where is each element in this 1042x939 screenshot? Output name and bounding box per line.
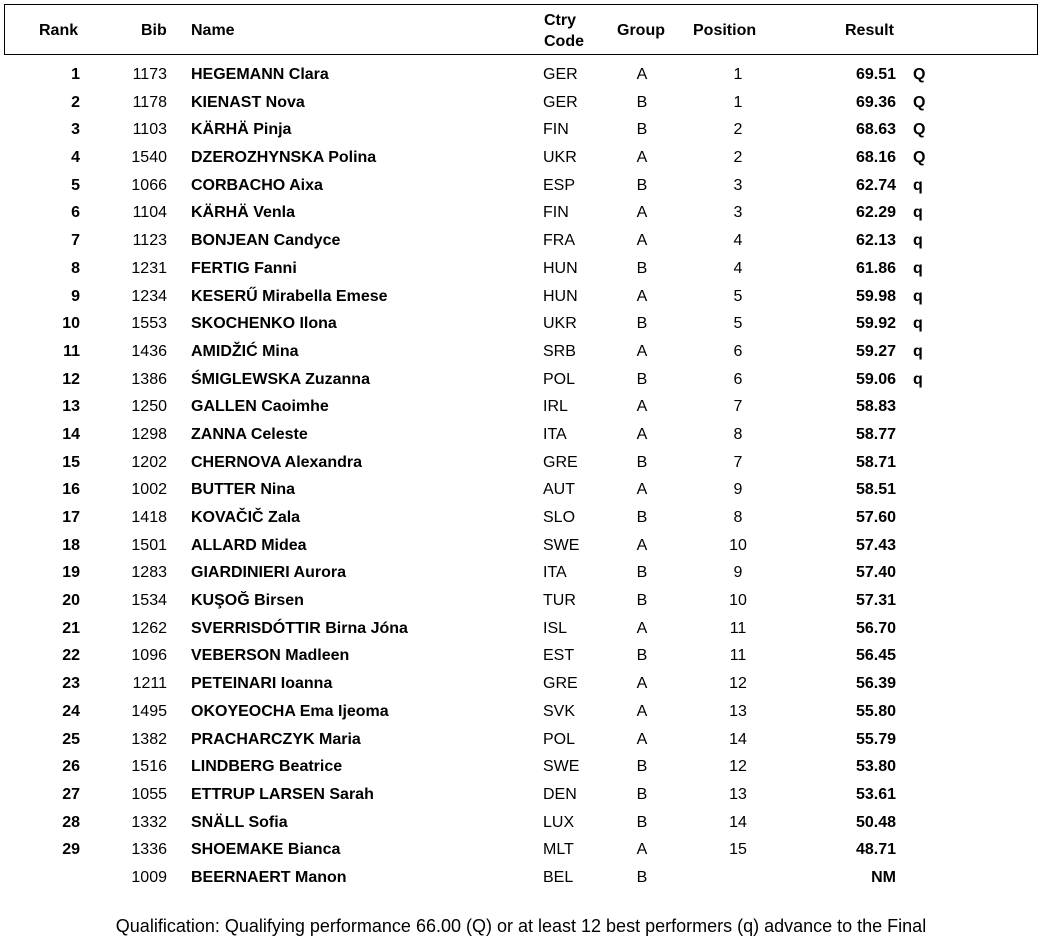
result-cell: 58.83 <box>855 398 896 416</box>
bib-cell: 1123 <box>132 232 167 250</box>
group-cell: B <box>636 564 648 582</box>
result-cell: 53.61 <box>855 785 896 803</box>
result-cell: 57.60 <box>855 509 896 526</box>
table-row <box>0 366 1042 394</box>
rank-cell: 6 <box>71 204 80 222</box>
position-cell: 5 <box>733 315 743 333</box>
athlete-name: KESERŰ Mirabella Emese <box>191 287 388 305</box>
table-row <box>0 172 1042 200</box>
group-cell: B <box>636 315 648 333</box>
qualification-mark: Q <box>913 93 926 111</box>
header-name: Name <box>191 22 235 39</box>
group-cell: A <box>636 841 648 859</box>
country-code: LUX <box>543 813 575 831</box>
table-row <box>0 864 1042 892</box>
result-cell: 69.36 <box>855 93 896 111</box>
athlete-name: ŚMIGLEWSKA Zuzanna <box>191 370 370 388</box>
athlete-name: PETEINARI Ioanna <box>191 675 333 693</box>
country-code: UKR <box>543 149 577 167</box>
result-cell: 57.40 <box>855 564 896 582</box>
qualification-mark: q <box>913 204 923 222</box>
group-cell: B <box>636 93 648 111</box>
bib-cell: 1104 <box>132 204 167 222</box>
country-code: DEN <box>543 785 577 803</box>
group-cell: A <box>636 232 648 250</box>
country-code: HUN <box>543 259 578 277</box>
country-code: FIN <box>543 204 569 222</box>
athlete-name: LINDBERG Beatrice <box>191 758 343 776</box>
country-code: AUT <box>543 481 575 499</box>
country-code: GER <box>543 66 578 83</box>
country-code: MLT <box>543 841 574 859</box>
group-cell: A <box>636 425 648 443</box>
position-cell: 9 <box>733 481 743 499</box>
qualification-mark: Q <box>913 66 926 83</box>
table-row <box>0 310 1042 338</box>
athlete-name: BUTTER Nina <box>191 481 295 499</box>
athlete-name: CORBACHO Aixa <box>191 176 323 194</box>
header-code: Code <box>544 33 584 50</box>
country-code: HUN <box>543 287 578 305</box>
qualification-mark: q <box>913 370 923 388</box>
country-code: UKR <box>543 315 577 333</box>
result-cell: 50.48 <box>855 813 896 831</box>
country-code: ESP <box>543 176 576 194</box>
table-row <box>0 199 1042 227</box>
result-cell: 58.71 <box>855 453 896 471</box>
country-code: EST <box>543 647 575 665</box>
header-group: Group <box>617 22 665 39</box>
bib-cell: 1332 <box>131 813 167 831</box>
table-row <box>0 283 1042 311</box>
rank-cell: 8 <box>71 259 80 277</box>
rank-cell: 15 <box>62 453 80 471</box>
position-cell: 10 <box>729 536 747 554</box>
table-row <box>0 449 1042 477</box>
position-cell: 1 <box>733 93 743 111</box>
country-code: GER <box>543 93 578 111</box>
bib-cell: 1103 <box>132 121 167 139</box>
header-rank: Rank <box>39 22 79 39</box>
athlete-name: GIARDINIERI Aurora <box>191 564 346 582</box>
group-cell: B <box>636 758 648 776</box>
header-result: Result <box>845 22 894 39</box>
result-cell: 56.39 <box>855 675 896 693</box>
table-row <box>0 753 1042 781</box>
position-cell: 3 <box>733 176 743 194</box>
table-row <box>0 726 1042 754</box>
group-cell: B <box>636 259 648 277</box>
country-code: POL <box>543 730 576 748</box>
table-row <box>0 504 1042 532</box>
group-cell: A <box>636 149 648 167</box>
position-cell: 5 <box>733 287 743 305</box>
qualification-mark: q <box>913 232 923 250</box>
rank-cell: 27 <box>62 785 80 803</box>
bib-cell: 1501 <box>131 536 167 554</box>
result-cell: 55.80 <box>855 702 896 720</box>
group-cell: A <box>636 398 648 416</box>
athlete-name: KÄRHÄ Venla <box>191 204 296 222</box>
position-cell: 4 <box>733 259 743 277</box>
table-row <box>0 698 1042 726</box>
result-cell: 61.86 <box>855 259 896 277</box>
position-cell: 3 <box>733 204 743 222</box>
country-code: GRE <box>543 453 578 471</box>
athlete-name: ZANNA Celeste <box>191 425 308 443</box>
result-cell: 59.27 <box>855 342 896 360</box>
group-cell: A <box>636 481 648 499</box>
position-cell: 12 <box>729 675 747 693</box>
bib-cell: 1298 <box>131 425 167 443</box>
position-cell: 11 <box>729 647 747 665</box>
result-cell: 59.06 <box>855 370 896 388</box>
rank-cell: 13 <box>62 398 80 416</box>
table-row <box>0 809 1042 837</box>
country-code: TUR <box>543 592 576 610</box>
table-row <box>0 255 1042 283</box>
country-code: POL <box>543 370 576 388</box>
header-ctry: Ctry <box>544 12 577 29</box>
athlete-name: KÄRHÄ Pinja <box>191 121 292 139</box>
header-bib: Bib <box>141 22 167 39</box>
athlete-name: BONJEAN Candyce <box>191 232 341 250</box>
country-code: BEL <box>543 868 574 886</box>
qualification-mark: q <box>913 259 923 277</box>
rank-cell: 21 <box>62 619 80 637</box>
athlete-name: SNÄLL Sofia <box>191 813 288 831</box>
rank-cell: 17 <box>62 509 80 526</box>
rank-cell: 26 <box>62 758 80 776</box>
result-cell: 58.77 <box>855 425 896 443</box>
rank-cell: 4 <box>71 149 80 167</box>
athlete-name: PRACHARCZYK Maria <box>191 730 361 748</box>
result-cell: 59.98 <box>855 287 896 305</box>
position-cell: 8 <box>733 509 743 526</box>
group-cell: B <box>636 121 648 139</box>
group-cell: A <box>636 536 648 554</box>
rank-cell: 2 <box>71 93 80 111</box>
bib-cell: 1386 <box>131 370 167 388</box>
bib-cell: 1055 <box>131 785 167 803</box>
athlete-name: SHOEMAKE Bianca <box>191 841 341 859</box>
table-row <box>0 61 1042 89</box>
rank-cell: 5 <box>71 176 80 194</box>
rank-cell: 16 <box>62 481 80 499</box>
rank-cell: 1 <box>71 66 80 83</box>
group-cell: A <box>636 675 648 693</box>
position-cell: 8 <box>733 425 743 443</box>
bib-cell: 1418 <box>131 509 167 526</box>
group-cell: B <box>636 813 648 831</box>
rank-cell: 25 <box>62 730 80 748</box>
rank-cell: 24 <box>62 702 80 720</box>
country-code: GRE <box>543 675 578 693</box>
rank-cell: 29 <box>62 841 80 859</box>
result-cell: 55.79 <box>855 730 896 748</box>
table-row <box>0 670 1042 698</box>
result-cell: 69.51 <box>855 66 896 83</box>
athlete-name: VEBERSON Madleen <box>191 647 350 665</box>
table-row <box>0 393 1042 421</box>
position-cell: 6 <box>733 370 743 388</box>
country-code: ITA <box>543 564 567 582</box>
result-cell: 58.51 <box>855 481 896 499</box>
rank-cell: 22 <box>62 647 80 665</box>
position-cell: 12 <box>729 758 747 776</box>
qualification-mark: q <box>913 176 923 194</box>
country-code: SWE <box>543 536 580 554</box>
country-code: ISL <box>543 619 568 637</box>
position-cell: 6 <box>733 342 743 360</box>
group-cell: A <box>636 204 648 222</box>
table-row <box>0 615 1042 643</box>
position-cell: 10 <box>729 592 747 610</box>
country-code: FRA <box>543 232 575 250</box>
table-row <box>0 144 1042 172</box>
athlete-name: HEGEMANN Clara <box>191 66 329 83</box>
group-cell: B <box>636 592 648 610</box>
position-cell: 14 <box>729 813 747 831</box>
athlete-name: OKOYEOCHA Ema Ijeoma <box>191 702 389 720</box>
result-cell: 48.71 <box>855 841 896 859</box>
athlete-name: FERTIG Fanni <box>191 259 297 277</box>
group-cell: A <box>636 730 648 748</box>
athlete-name: AMIDŽIĆ Mina <box>191 342 299 360</box>
rank-cell: 9 <box>71 287 80 305</box>
qualification-mark: Q <box>913 121 926 139</box>
bib-cell: 1534 <box>131 592 167 610</box>
country-code: SRB <box>543 342 576 360</box>
group-cell: B <box>636 176 648 194</box>
result-cell: 62.29 <box>855 204 896 222</box>
bib-cell: 1336 <box>131 841 167 859</box>
result-cell: 68.16 <box>855 149 896 167</box>
table-row <box>0 476 1042 504</box>
bib-cell: 1283 <box>131 564 167 582</box>
position-cell: 13 <box>729 702 747 720</box>
bib-cell: 1262 <box>131 619 167 637</box>
bib-cell: 1250 <box>131 398 167 416</box>
result-cell: 56.70 <box>855 619 896 637</box>
group-cell: B <box>636 647 648 665</box>
group-cell: B <box>636 370 648 388</box>
country-code: ITA <box>543 425 567 443</box>
table-row <box>0 559 1042 587</box>
group-cell: A <box>636 342 648 360</box>
country-code: SLO <box>543 509 576 526</box>
athlete-name: DZEROZHYNSKA Polina <box>191 149 377 167</box>
result-cell: 53.80 <box>855 758 896 776</box>
rank-cell: 18 <box>62 536 80 554</box>
athlete-name: GALLEN Caoimhe <box>191 398 329 416</box>
table-row <box>0 532 1042 560</box>
qualification-mark: q <box>913 315 923 333</box>
bib-cell: 1066 <box>131 176 167 194</box>
athlete-name: SKOCHENKO Ilona <box>191 315 337 333</box>
bib-cell: 1002 <box>131 481 167 499</box>
table-row <box>0 781 1042 809</box>
athlete-name: KOVAČIČ Zala <box>191 509 301 526</box>
bib-cell: 1231 <box>131 259 167 277</box>
result-cell: 59.92 <box>855 315 896 333</box>
bib-cell: 1202 <box>131 453 167 471</box>
athlete-name: ALLARD Midea <box>191 536 307 554</box>
qualification-mark: q <box>913 287 923 305</box>
rank-cell: 11 <box>63 342 80 360</box>
bib-cell: 1436 <box>131 342 167 360</box>
header-position: Position <box>693 22 757 39</box>
bib-cell: 1178 <box>132 93 167 111</box>
position-cell: 15 <box>729 841 747 859</box>
group-cell: A <box>636 287 648 305</box>
position-cell: 13 <box>729 785 747 803</box>
position-cell: 9 <box>733 564 743 582</box>
bib-cell: 1009 <box>131 868 167 886</box>
table-row <box>0 587 1042 615</box>
bib-cell: 1540 <box>131 149 167 167</box>
rank-cell: 20 <box>62 592 80 610</box>
table-header <box>4 4 1038 55</box>
rank-cell: 19 <box>62 564 80 582</box>
position-cell: 2 <box>733 121 743 139</box>
table-row <box>0 116 1042 144</box>
athlete-name: KUŞOĞ Birsen <box>191 592 304 610</box>
group-cell: B <box>636 509 648 526</box>
group-cell: A <box>636 66 648 83</box>
group-cell: B <box>636 453 648 471</box>
position-cell: 2 <box>733 149 743 167</box>
position-cell: 11 <box>729 619 747 637</box>
position-cell: 1 <box>733 66 743 83</box>
result-cell: 68.63 <box>855 121 896 139</box>
result-cell: 57.31 <box>855 592 896 610</box>
bib-cell: 1382 <box>131 730 167 748</box>
athlete-name: SVERRISDÓTTIR Birna Jóna <box>191 619 408 637</box>
group-cell: B <box>636 868 648 886</box>
athlete-name: KIENAST Nova <box>191 93 305 111</box>
country-code: SVK <box>543 702 576 720</box>
bib-cell: 1234 <box>131 287 167 305</box>
position-cell: 4 <box>733 232 743 250</box>
bib-cell: 1516 <box>131 758 167 776</box>
table-row <box>0 836 1042 864</box>
table-row <box>0 338 1042 366</box>
bib-cell: 1495 <box>131 702 167 720</box>
result-cell: 62.13 <box>855 232 896 250</box>
country-code: SWE <box>543 758 580 776</box>
athlete-name: ETTRUP LARSEN Sarah <box>191 785 374 803</box>
table-row <box>0 227 1042 255</box>
athlete-name: CHERNOVA Alexandra <box>191 453 362 471</box>
rank-cell: 3 <box>71 121 80 139</box>
country-code: FIN <box>543 121 569 139</box>
athlete-name: BEERNAERT Manon <box>191 868 347 886</box>
qualification-note: Qualification: Qualifying performance 66.00 (Q) or at least 12 best performers (q) advance to the Final <box>115 916 927 936</box>
position-cell: 14 <box>729 730 747 748</box>
table-row <box>0 421 1042 449</box>
table-row <box>0 89 1042 117</box>
rank-cell: 12 <box>62 370 80 388</box>
rank-cell: 14 <box>62 425 80 443</box>
result-cell: 57.43 <box>855 536 896 554</box>
bib-cell: 1096 <box>131 647 167 665</box>
result-cell: 56.45 <box>855 647 896 665</box>
qualification-mark: Q <box>913 149 926 167</box>
bib-cell: 1173 <box>132 66 167 83</box>
position-cell: 7 <box>733 453 743 471</box>
bib-cell: 1553 <box>131 315 167 333</box>
qualification-mark: q <box>913 342 923 360</box>
rank-cell: 28 <box>62 813 80 831</box>
group-cell: A <box>636 619 648 637</box>
rank-cell: 10 <box>62 315 80 333</box>
table-row <box>0 642 1042 670</box>
position-cell: 7 <box>733 398 743 416</box>
bib-cell: 1211 <box>132 675 167 693</box>
rank-cell: 7 <box>71 232 80 250</box>
result-cell: 62.74 <box>855 176 896 194</box>
country-code: IRL <box>543 398 568 416</box>
results-table <box>0 61 1042 892</box>
group-cell: A <box>636 702 648 720</box>
rank-cell: 23 <box>62 675 80 693</box>
result-cell: NM <box>871 868 896 886</box>
group-cell: B <box>636 785 648 803</box>
